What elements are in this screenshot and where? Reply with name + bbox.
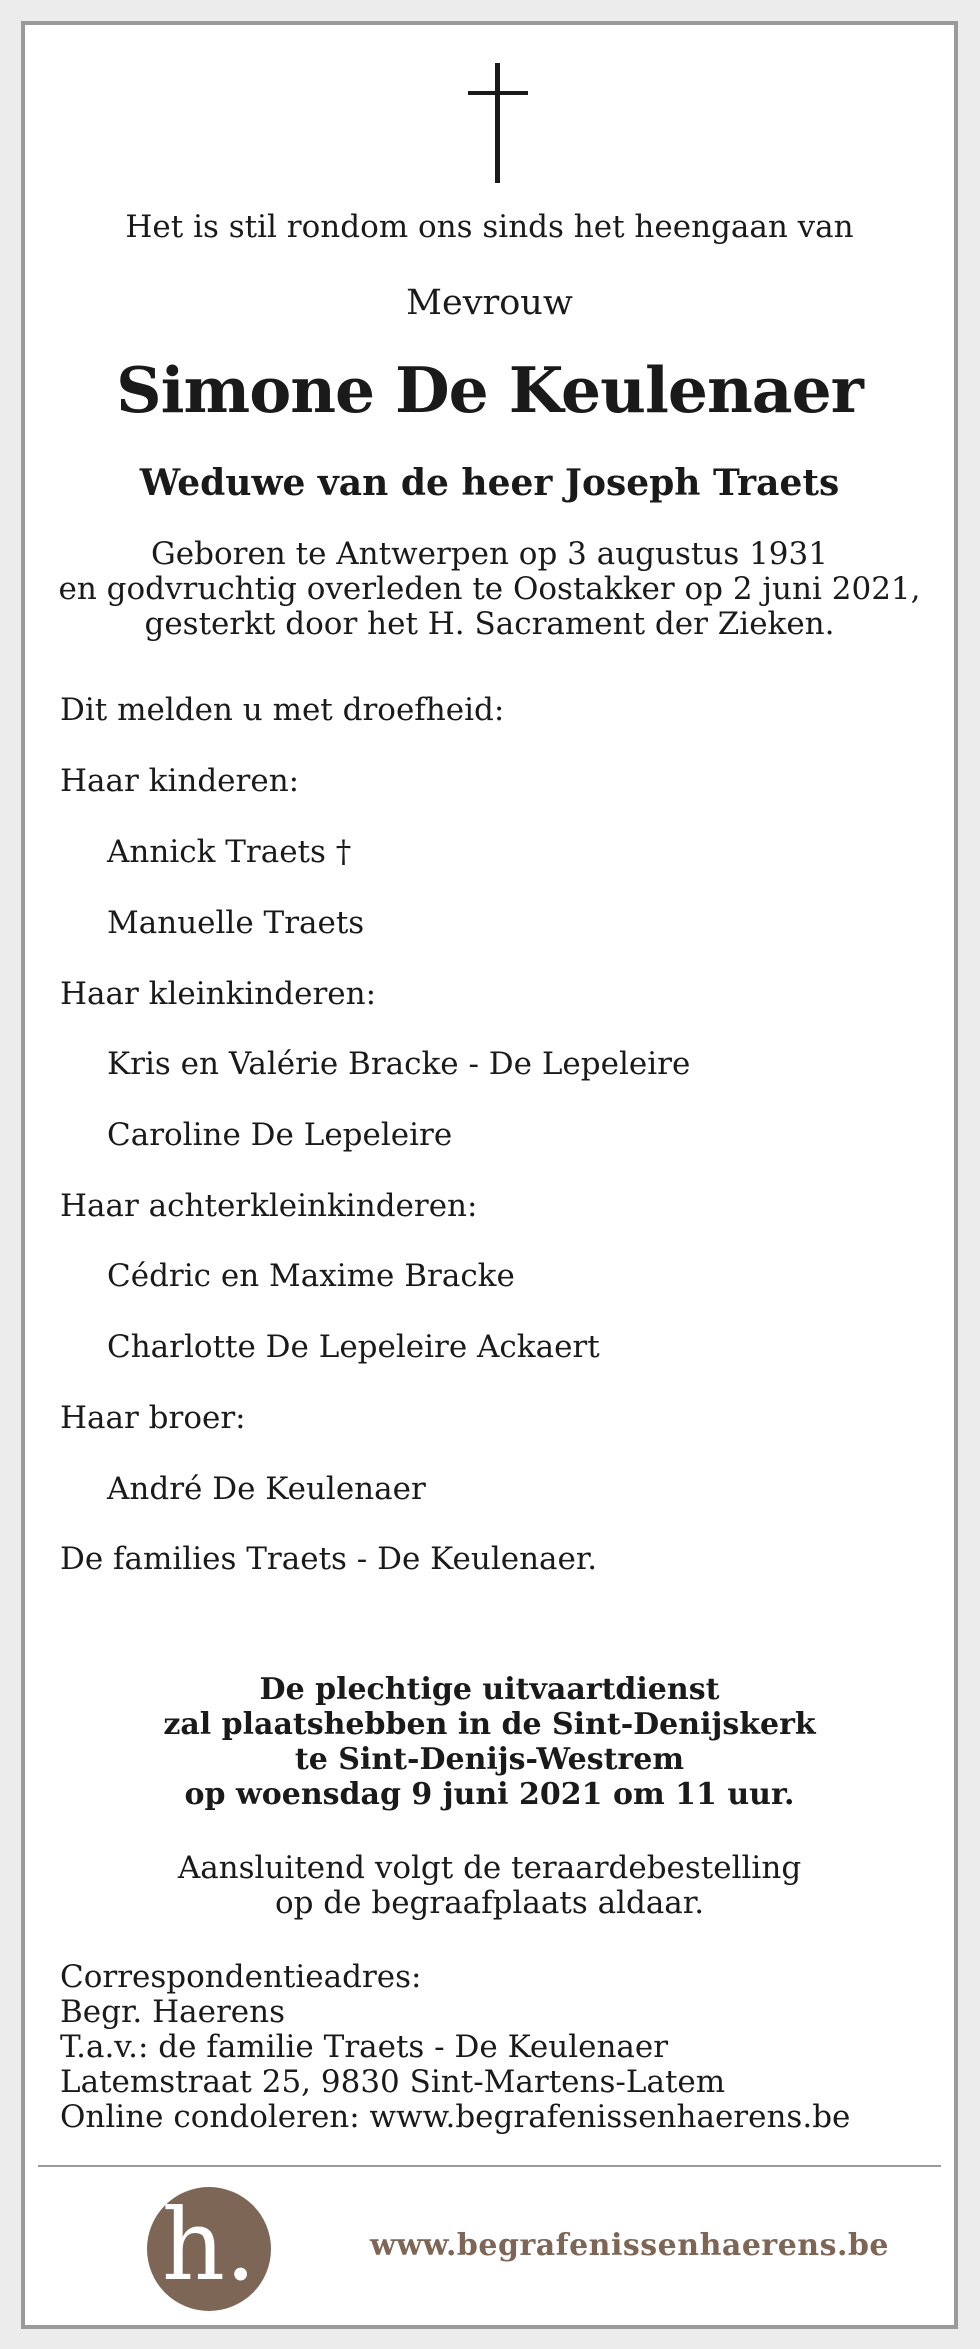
correspondence-line: T.a.v.: de familie Traets - De Keulenaer [60,2029,669,2065]
grandchild-name: Kris en Valérie Bracke - De Lepeleire [107,1046,691,1082]
brother-name: André De Keulenaer [107,1471,426,1507]
widow-line: Weduwe van de heer Joseph Traets [139,462,840,504]
brother-label: Haar broer: [60,1400,246,1436]
child-name: Manuelle Traets [107,905,365,941]
correspondence-line: Correspondentieadres: [60,1959,422,1995]
grandchild-name: Caroline De Lepeleire [107,1117,453,1153]
correspondence-line: Begr. Haerens [60,1994,285,2030]
cross-icon [468,63,528,183]
great-grandchildren-label: Haar achterkleinkinderen: [60,1188,478,1224]
grandchildren-label: Haar kleinkinderen: [60,976,377,1012]
service-line: De plechtige uitvaartdienst [259,1672,720,1707]
families-line: De families Traets - De Keulenaer. [60,1541,598,1577]
burial-line: op de begraafplaats aldaar. [274,1885,705,1921]
funeral-home-logo [147,2187,271,2311]
opening-line: Dit melden u met droefheid: [60,692,505,728]
funeral-home-website: www.begrafenissenhaerens.be [370,2228,890,2263]
death-notice-card [21,21,958,2329]
great-grandchild-name: Cédric en Maxime Bracke [107,1258,515,1294]
dates-line: en godvruchtig overleden te Oostakker op 2 juni 2021, [58,571,921,607]
dates-line: gesterkt door het H. Sacrament der Zieken. [144,606,835,642]
honorific: Mevrouw [406,283,573,323]
burial-line: Aansluitend volgt de teraardebestelling [177,1850,802,1886]
correspondence-line: Latemstraat 25, 9830 Sint-Martens-Latem [60,2064,726,2100]
correspondence-block [60,1960,850,2135]
service-line: zal plaatshebben in de Sint-Denijskerk [163,1707,816,1742]
logo-letter: h. [161,2189,257,2303]
footer-divider [38,2165,941,2167]
intro-text: Het is stil rondom ons sinds het heengaan van [125,209,854,245]
deceased-name: Simone De Keulenaer [116,353,863,427]
funeral-service [25,1672,954,1812]
dates-line: Geboren te Antwerpen op 3 augustus 1931 [151,536,828,572]
birth-death-dates [25,537,954,642]
child-name: Annick Traets † [107,834,352,870]
service-line: op woensdag 9 juni 2021 om 11 uur. [184,1777,795,1812]
children-label: Haar kinderen: [60,763,300,799]
service-line: te Sint-Denijs-Westrem [294,1742,685,1777]
burial-info [25,1851,954,1921]
great-grandchild-name: Charlotte De Lepeleire Ackaert [107,1329,600,1365]
correspondence-line: Online condoleren: www.begrafenissenhaerens.be [60,2099,851,2135]
